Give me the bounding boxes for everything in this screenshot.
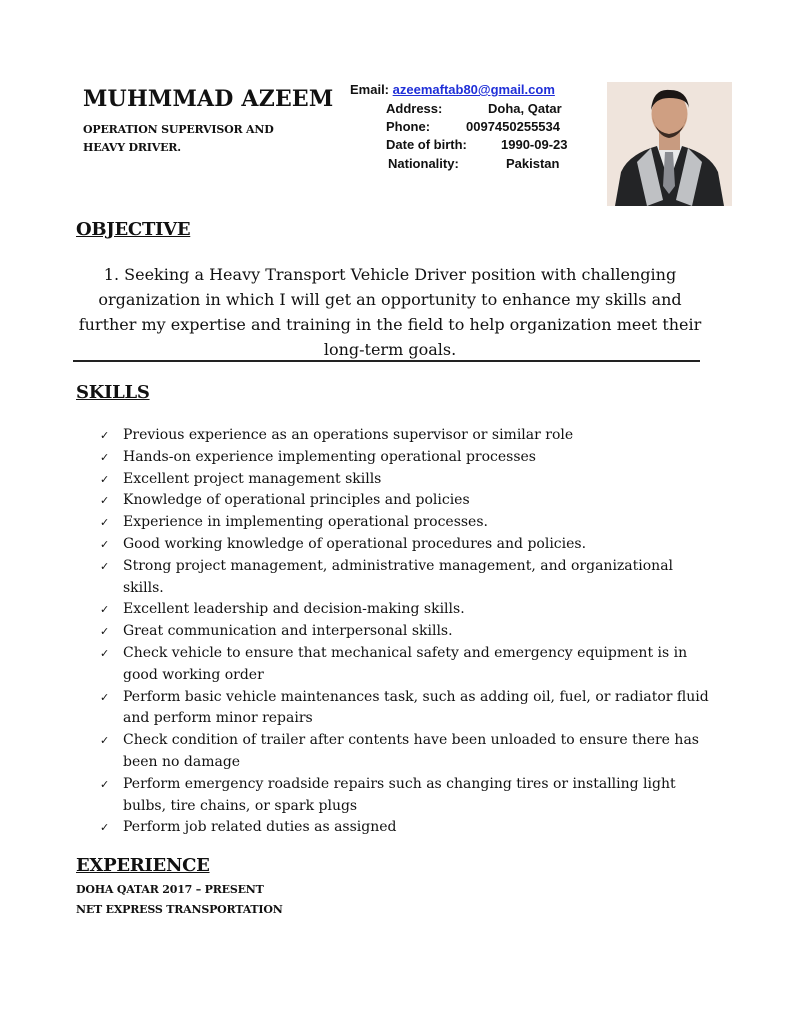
skill-text: Perform emergency roadside repairs such as changing tires or installing light bulbs, tire chains, or spark plugs <box>123 775 676 814</box>
objective-text: 1. Seeking a Heavy Transport Vehicle Driver position with challenging organization in which I will get an opportunity to enhance my skills and further my expertise and training in the field to help organization meet their long-term goals. <box>78 265 702 359</box>
profile-photo <box>607 82 732 206</box>
checkmark-icon: ✓ <box>100 429 110 442</box>
checkmark-icon: ✓ <box>100 646 110 660</box>
email-row <box>350 82 555 97</box>
list-item <box>96 621 716 643</box>
skill-text: Check condition of trailer after contents have been unloaded to ensure there has been no damage <box>123 732 699 770</box>
skill-text: Hands-on experience implementing operational processes <box>123 448 536 465</box>
list-item <box>96 817 716 839</box>
list-item <box>96 512 716 534</box>
skill-text: Great communication and interpersonal skills. <box>123 623 453 640</box>
dob-label: Date of birth: <box>386 137 467 152</box>
checkmark-icon: ✓ <box>100 777 110 791</box>
phone-label: Phone: <box>386 119 431 134</box>
candidate-name: MUHMMAD AZEEM <box>83 86 334 112</box>
nationality-label: Nationality: <box>388 156 459 171</box>
checkmark-icon: ✓ <box>100 559 110 573</box>
skill-text: Perform job related duties as assigned <box>123 819 397 836</box>
list-item <box>96 425 716 447</box>
nationality-value: Pakistan <box>506 156 560 171</box>
list-item <box>96 469 716 491</box>
objective-heading: OBJECTIVE <box>76 219 191 240</box>
experience-heading: EXPERIENCE <box>76 855 210 876</box>
skills-heading: SKILLS <box>76 382 150 403</box>
skill-text: Knowledge of operational principles and policies <box>123 492 470 509</box>
skill-text: Good working knowledge of operational procedures and policies. <box>123 535 587 552</box>
checkmark-icon: ✓ <box>100 537 110 551</box>
job-title-line-2: HEAVY DRIVER. <box>83 141 181 154</box>
skill-text: Experience in implementing operational processes. <box>123 514 488 531</box>
list-item <box>96 687 716 731</box>
experience-location-dates: DOHA QATAR 2017 – PRESENT <box>76 883 264 896</box>
list-item <box>96 643 716 687</box>
section-divider <box>73 360 700 362</box>
list-item <box>96 599 716 621</box>
job-title <box>83 121 323 157</box>
skill-text: Previous experience as an operations supervisor or similar role <box>123 427 574 443</box>
address-label: Address: <box>386 101 443 116</box>
checkmark-icon: ✓ <box>100 516 110 530</box>
list-item <box>96 534 716 556</box>
checkmark-icon: ✓ <box>100 690 110 704</box>
list-item <box>96 447 716 469</box>
skill-text: Excellent leadership and decision-making skills. <box>123 601 465 618</box>
checkmark-icon: ✓ <box>100 734 110 748</box>
checkmark-icon: ✓ <box>100 821 110 835</box>
dob-value: 1990-09-23 <box>501 137 568 152</box>
list-item <box>96 730 716 774</box>
list-item <box>96 774 716 818</box>
email-link[interactable]: azeemaftab80@gmail.com <box>392 82 555 97</box>
phone-value: 0097450255534 <box>466 119 560 134</box>
email-label: Email: <box>350 82 390 97</box>
checkmark-icon: ✓ <box>100 625 110 639</box>
skills-list <box>96 425 716 839</box>
address-value: Doha, Qatar <box>488 101 562 116</box>
checkmark-icon: ✓ <box>100 450 110 464</box>
skill-text: Excellent project management skills <box>123 470 382 487</box>
job-title-line-1: OPERATION SUPERVISOR AND <box>83 123 274 136</box>
list-item <box>96 490 716 512</box>
skill-text: Perform basic vehicle maintenances task, such as adding oil, fuel, or radiator fluid and perform minor repairs <box>123 688 709 727</box>
checkmark-icon: ✓ <box>100 472 110 486</box>
skill-text: Strong project management, administrative management, and organizational skills. <box>123 557 674 596</box>
checkmark-icon: ✓ <box>100 494 110 508</box>
list-item <box>96 556 716 600</box>
skill-text: Check vehicle to ensure that mechanical safety and emergency equipment is in good working order <box>123 644 688 683</box>
experience-company: NET EXPRESS TRANSPORTATION <box>76 903 283 916</box>
checkmark-icon: ✓ <box>100 603 110 617</box>
